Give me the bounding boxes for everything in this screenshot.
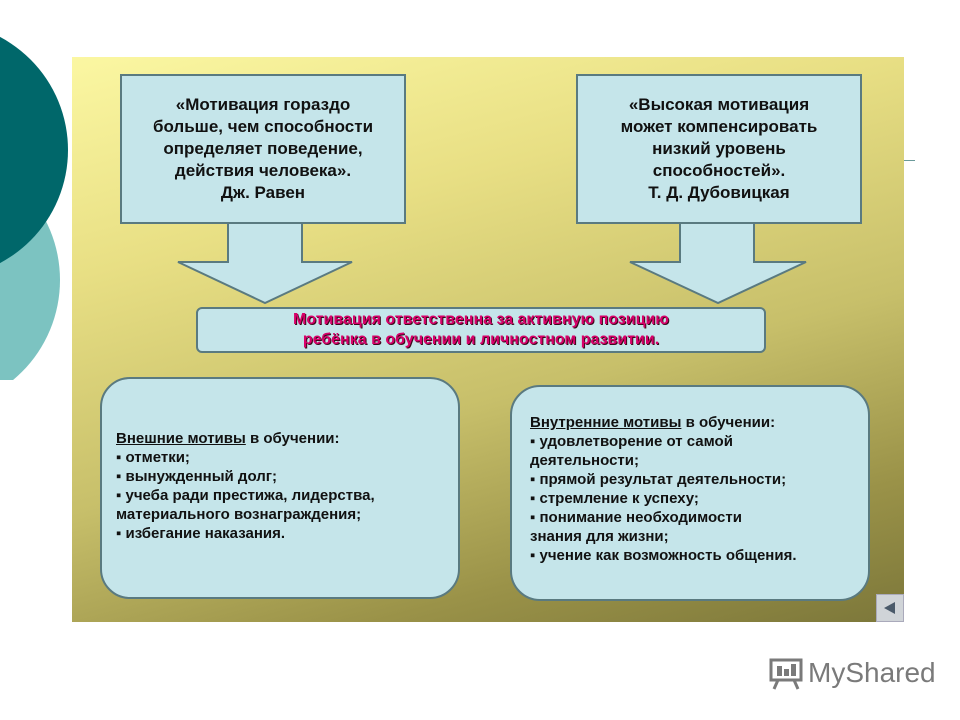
external-motive-item: ▪ избегание наказания. — [116, 525, 286, 542]
internal-motive-item: ▪ прямой результат деятельности; — [530, 471, 787, 488]
internal-motives-box — [510, 385, 870, 601]
internal-motive-item: ▪ учение как возможность общения. — [530, 547, 797, 564]
logo-text: MyShared — [808, 657, 936, 688]
center-statement-text: Мотивация ответственна за активную позицию ребёнка в обучении и личностном развитии. — [293, 311, 669, 348]
internal-motive-item: ▪ стремление к успеху; — [530, 490, 699, 507]
quote-text-left: «Мотивация гораздо больше, чем способности определяет поведение, действия человека». Дж. Равен — [152, 95, 374, 202]
decorative-line — [903, 160, 915, 161]
internal-motive-item: ▪ понимание необходимости знания для жизни; — [530, 509, 742, 545]
presentation-board-icon — [768, 656, 804, 690]
slide-diagram — [72, 57, 904, 622]
external-motive-item: ▪ учеба ради престижа, лидерства, материального вознаграждения; — [116, 487, 375, 523]
decorative-circles — [0, 0, 70, 380]
external-motives-title-rest: в обучении: — [245, 430, 340, 447]
external-motive-item: ▪ вынужденный долг; — [116, 468, 278, 485]
quote-text-right: «Высокая мотивация может компенсировать низкий уровень способностей». Т. Д. Дубовицкая — [620, 95, 818, 202]
external-motives-box — [100, 377, 460, 599]
previous-slide-button[interactable] — [876, 594, 904, 622]
internal-motives-title-rest: в обучении: — [681, 414, 776, 431]
internal-motives-title — [530, 413, 854, 432]
internal-motives-title-underlined: Внутренние мотивы — [530, 414, 682, 431]
center-statement-box — [196, 307, 766, 353]
internal-motive-item: ▪ удовлетворение от самой деятельности; — [530, 433, 733, 469]
myshared-logo — [768, 656, 936, 690]
external-motives-title-underlined: Внешние мотивы — [116, 430, 246, 447]
previous-slide-icon — [882, 600, 898, 616]
external-motives-title — [116, 429, 444, 448]
external-motive-item: ▪ отметки; — [116, 449, 190, 466]
